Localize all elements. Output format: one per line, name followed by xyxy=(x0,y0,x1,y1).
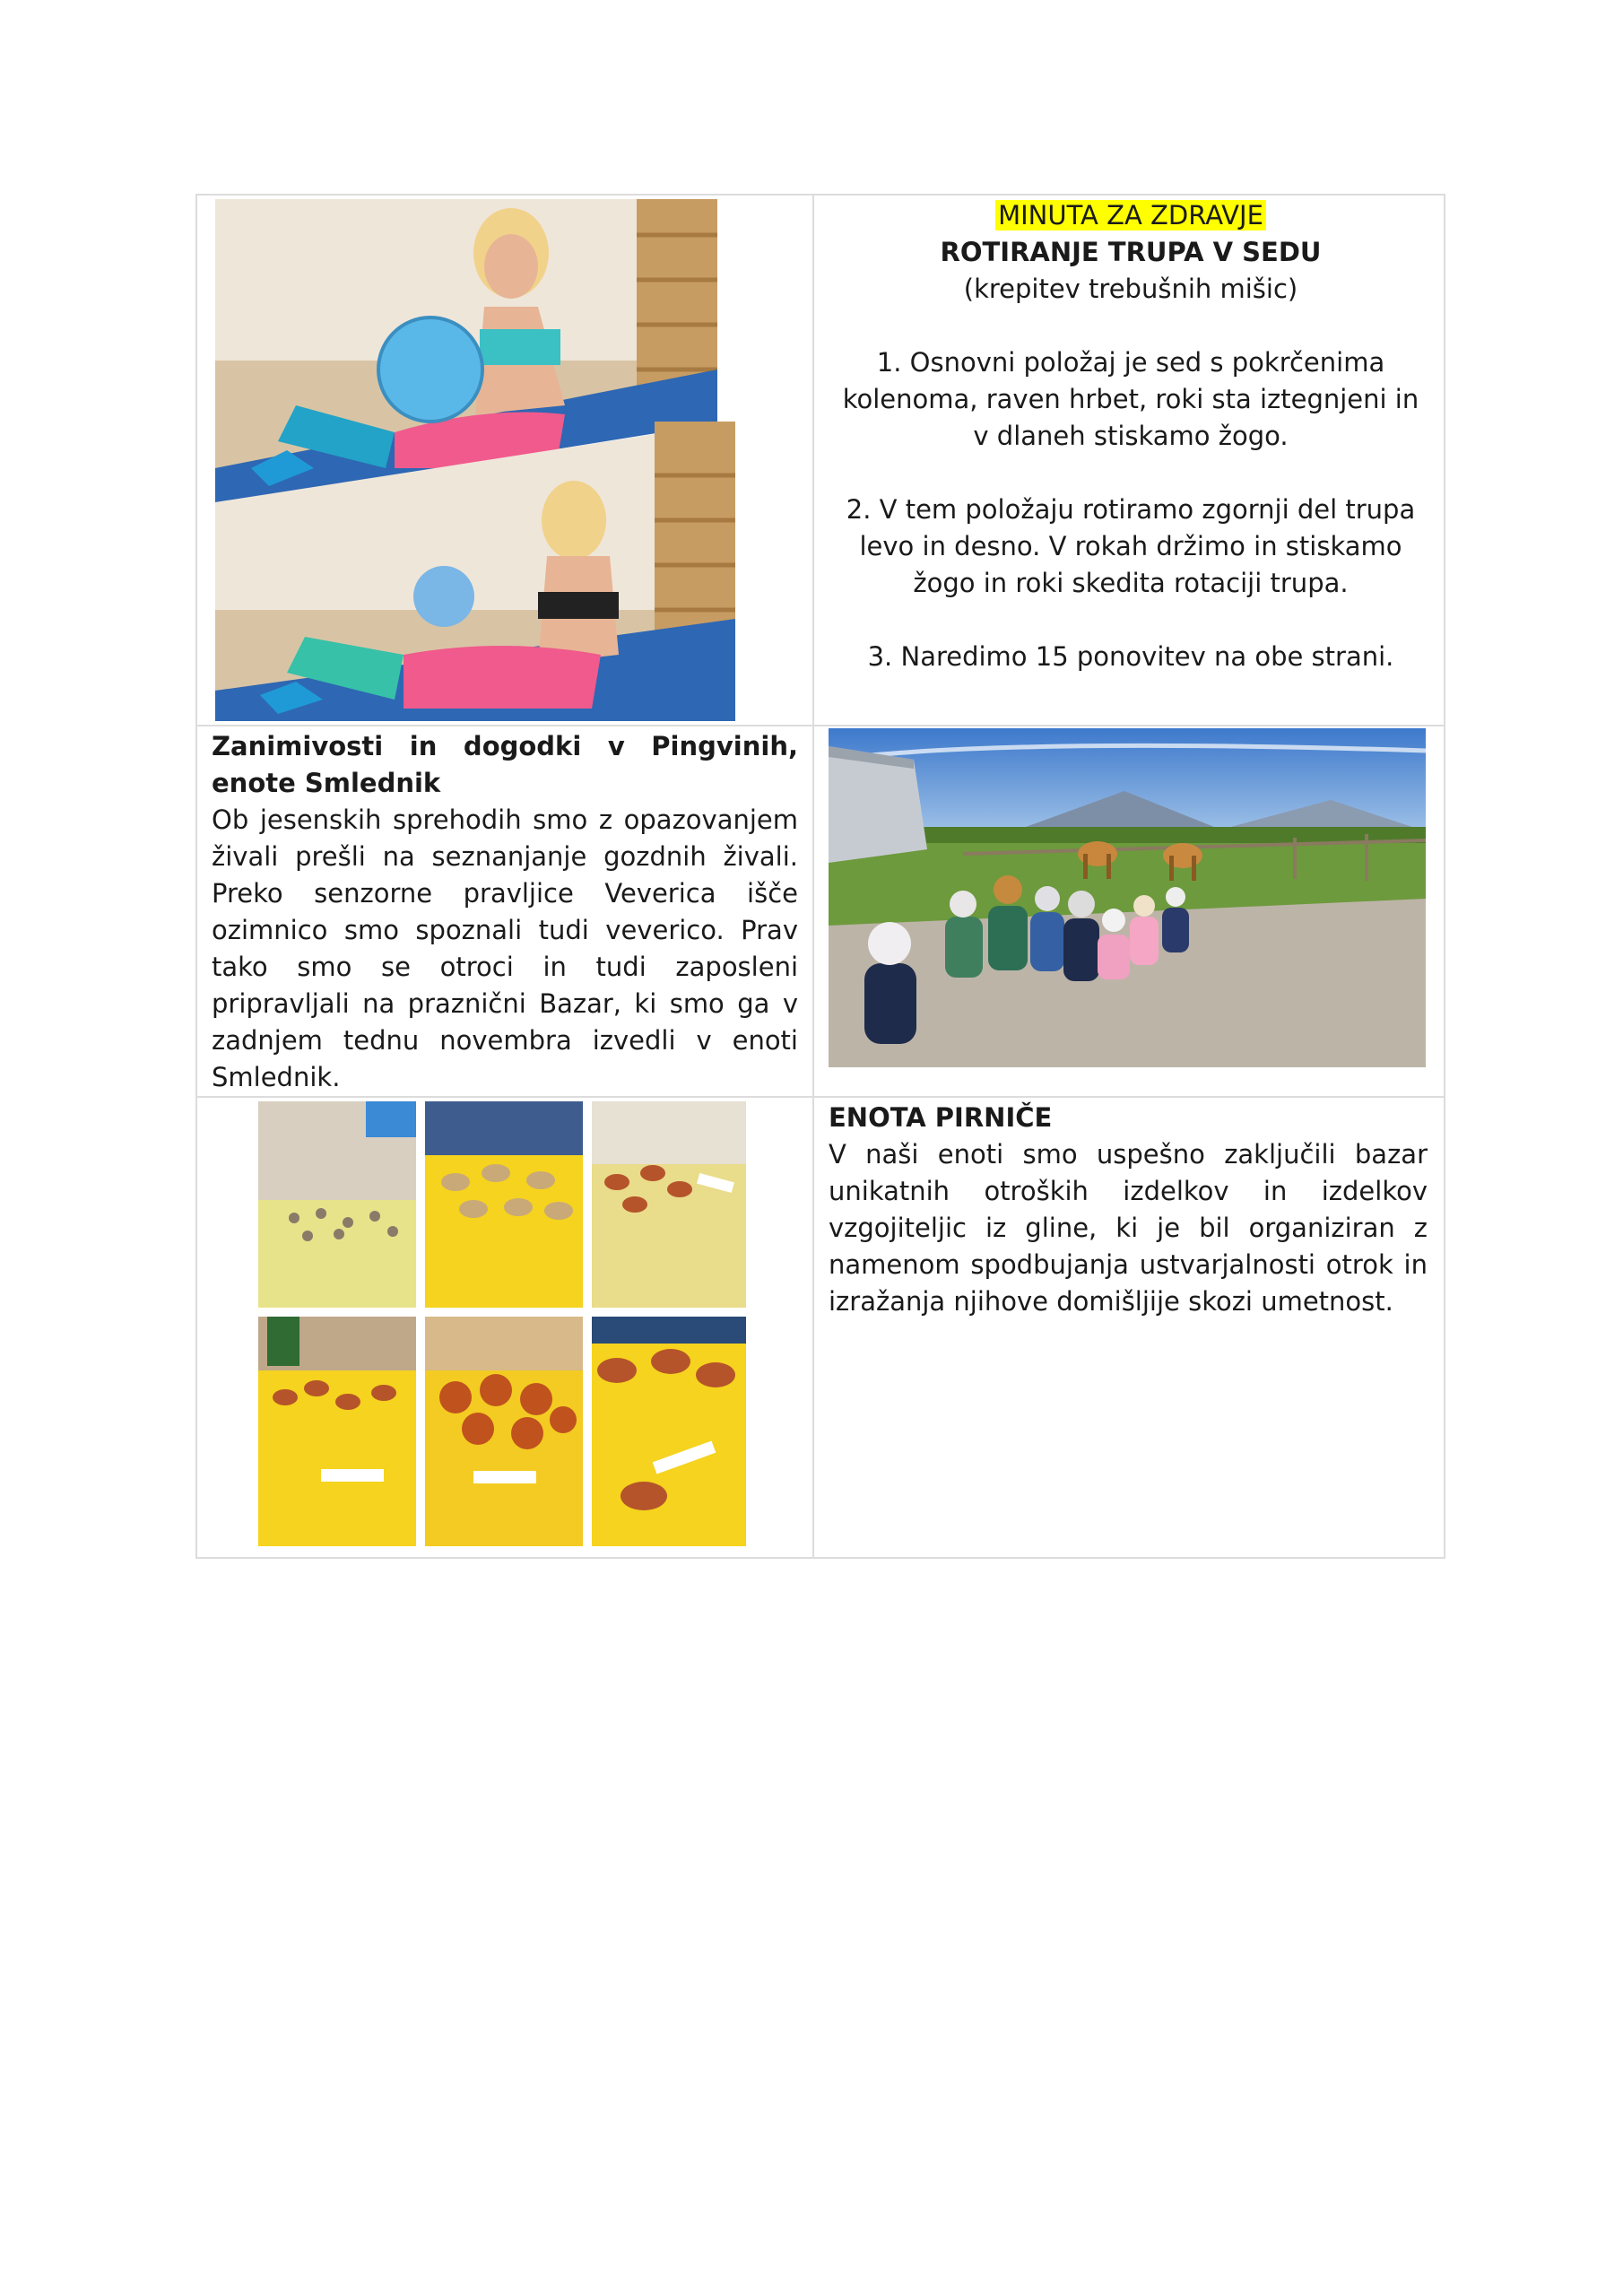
column-divider xyxy=(812,196,814,1557)
exercise-step-3: 3. Naredimo 15 ponovitev na obe strani. xyxy=(867,641,1394,672)
pingvini-body: Ob jesenskih sprehodih smo z opazovanjem živali prešli na seznanjanje gozdnih živali. Preko senzorne pravljice Veverica išče ozimnico smo spoznali tudi veverico. Prav tako smo se otroci in tudi zaposleni pripravljali na praznični Bazar, ki smo ga v zadnjem tednu novembra izvedli v enoti Smlednik. xyxy=(212,804,798,1092)
pingvini-cell xyxy=(212,728,798,1094)
pirnice-body: V naši enoti smo uspešno zaključili bazar unikatnih otroških izdelkov in izdelkov vzgojiteljic iz gline, ki je bil organiziran z namenom spodbujanja ustvarjalnosti otrok in izražanja njihove domišljije skozi umetnost. xyxy=(829,1139,1428,1317)
pirnice-heading: ENOTA PIRNIČE xyxy=(829,1102,1053,1133)
pingvini-heading: Zanimivosti in dogodki v Pingvinih, enote Smlednik xyxy=(212,731,798,798)
horses-children-photo xyxy=(829,728,1426,1067)
exercise-step-1: 1. Osnovni položaj je sed s pokrčenima kolenoma, raven hrbet, roki sta iztegnjeni in v dlaneh stiskamo žogo. xyxy=(842,347,1419,451)
health-minute-cell xyxy=(816,196,1445,725)
exercise-photo-bottom xyxy=(215,422,735,721)
exercise-subtitle: (krepitev trebušnih mišic) xyxy=(963,274,1298,304)
exercise-step-2: 2. V tem položaju rotiramo zgornji del trupa levo in desno. V rokah držimo in stiskamo žogo in roki skedita rotaciji trupa. xyxy=(846,494,1416,598)
content-table xyxy=(195,194,1445,1559)
bazaar-photo-1 xyxy=(258,1101,416,1308)
exercise-title: ROTIRANJE TRUPA V SEDU xyxy=(940,237,1322,267)
row-divider xyxy=(197,1096,1444,1098)
bazaar-photo-collage xyxy=(258,1101,746,1546)
health-minute-label: MINUTA ZA ZDRAVJE xyxy=(995,200,1266,230)
exercise-photos xyxy=(215,199,753,721)
row-divider xyxy=(197,725,1444,726)
pirnice-cell xyxy=(829,1100,1428,1458)
